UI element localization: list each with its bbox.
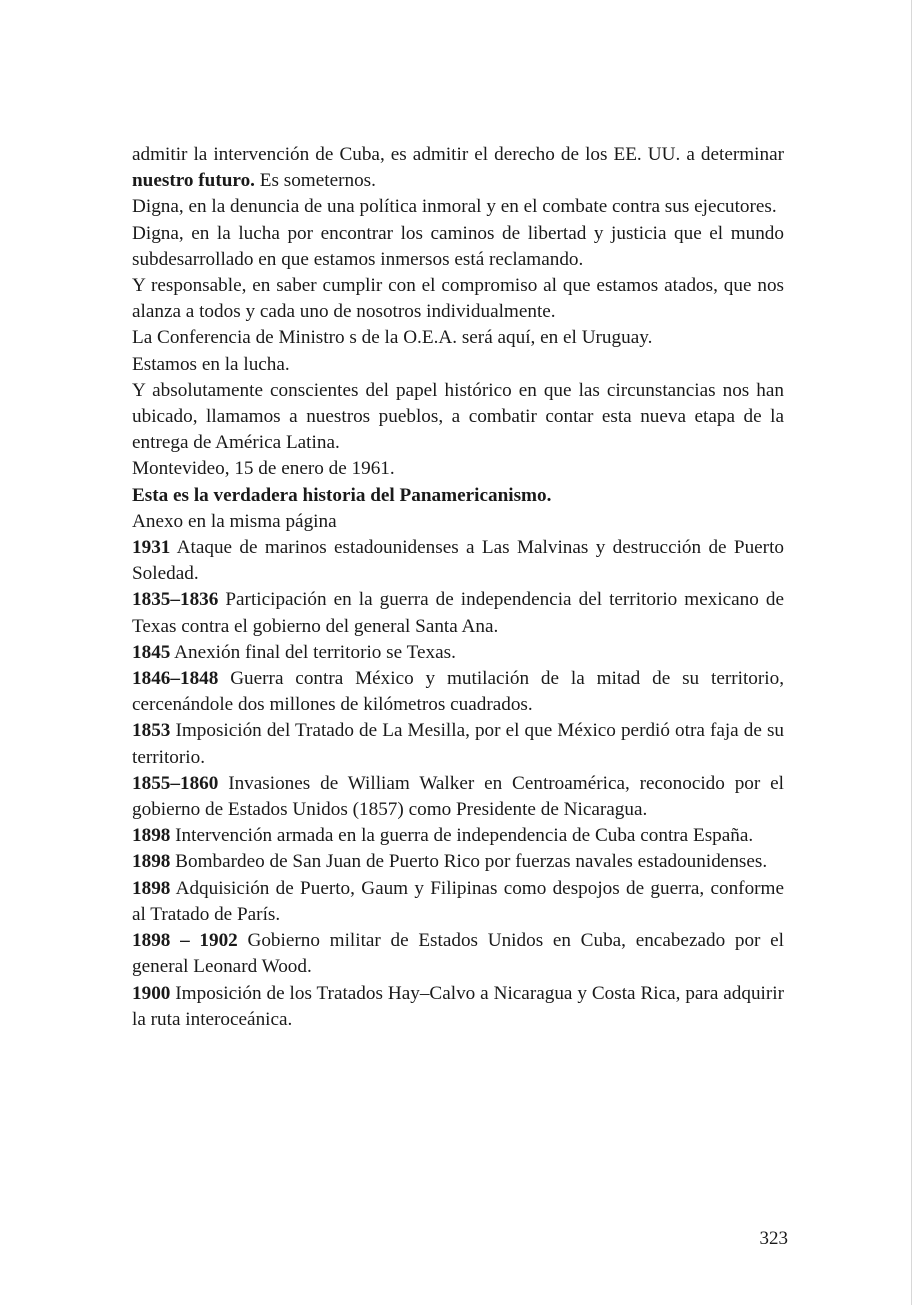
annex-text: Participación en la guerra de independencia del territorio mexicano de Texas contra el gobierno del general Santa Ana. [132,589,784,637]
paragraph-bold-text: nuestro futuro. [132,170,255,192]
page-number: 323 [759,1228,788,1249]
annex-year: 1855–1860 [132,772,219,794]
paragraph: Anexo en la misma página [132,510,337,532]
annex-text: Guerra contra México y mutilación de la mitad de su territorio, cercenándole dos millones de kilómetros cuadrados. [132,668,784,716]
page-edge-rule [911,0,912,1305]
annex-year: 1900 [132,982,171,1004]
paragraph-text: admitir la intervención de Cuba, es admitir el derecho de los EE. UU. a determinar [132,144,784,165]
annex-year: 1845 [132,641,171,663]
body-text [132,142,784,1033]
annex-year: 1846–1848 [132,668,219,690]
annex-text: Adquisición de Puerto, Gaum y Filipinas como despojos de guerra, conforme al Tratado de París. [132,877,784,925]
annex-text: Gobierno militar de Estados Unidos en Cuba, encabezado por el general Leonard Wood. [132,930,784,978]
paragraph: Estamos en la lucha. [132,353,290,375]
paragraph: Montevideo, 15 de enero de 1961. [132,458,395,480]
annex-year: 1898 [132,851,171,873]
annex-entry [132,587,784,639]
paragraph [132,142,784,194]
annex-year: 1898 [132,877,171,899]
paragraph-text: Es someternos. [254,170,376,192]
annex-text: Invasiones de William Walker en Centroamérica, reconocido por el gobierno de Estados Unidos (1857) como Presidente de Nicaragua. [132,772,784,821]
annex-text: Anexión final del territorio se Texas. [170,641,456,663]
annex-entry [132,640,784,666]
annex-year: 1835–1836 [132,589,219,611]
paragraph: Digna, en la lucha por encontrar los caminos de libertad y justicia que el mundo subdesarrollado en que estamos inmersos está reclamando. [132,222,784,270]
annex-text: Bombardeo de San Juan de Puerto Rico por fuerzas navales estadounidenses. [170,851,768,873]
annex-entry [132,849,784,875]
annex-text: Ataque de marinos estadounidenses a Las Malvinas y destrucción de Puerto Soledad. [132,537,784,585]
annex-text: Imposición de los Tratados Hay–Calvo a Nicaragua y Costa Rica, para adquirir la ruta interoceánica. [132,982,784,1030]
annex-entry [132,928,784,980]
paragraph: Y responsable, en saber cumplir con el compromiso al que estamos atados, que nos alanza a todos y cada uno de nosotros individualmente. [132,275,784,323]
paragraph: Digna, en la denuncia de una política inmoral y en el combate contra sus ejecutores. [132,196,777,218]
heading-bold-text: Esta es la verdadera historia del Panamericanismo. [132,484,552,506]
annex-entry [132,876,784,928]
paragraph: Y absolutamente conscientes del papel histórico en que las circunstancias nos han ubicado, llamamos a nuestros pueblos, a combatir contar esta nueva etapa de la entrega de América Latina. [132,379,784,454]
paragraph: La Conferencia de Ministro s de la O.E.A. será aquí, en el Uruguay. [132,327,653,349]
annex-text: Imposición del Tratado de La Mesilla, por el que México perdió otra faja de su territorio. [132,720,784,768]
annex-year: 1853 [132,720,171,742]
annex-entry [132,535,784,587]
annex-year: 1898 [132,825,171,847]
heading-line [132,483,784,509]
annex-entry [132,771,784,823]
annex-entry [132,666,784,718]
annex-entry [132,823,784,849]
annex-entry [132,718,784,770]
annex-text: Intervención armada en la guerra de independencia de Cuba contra España. [170,825,754,847]
annex-year: 1931 [132,537,171,559]
annex-year: 1898 – 1902 [132,930,238,952]
annex-entry [132,981,784,1033]
